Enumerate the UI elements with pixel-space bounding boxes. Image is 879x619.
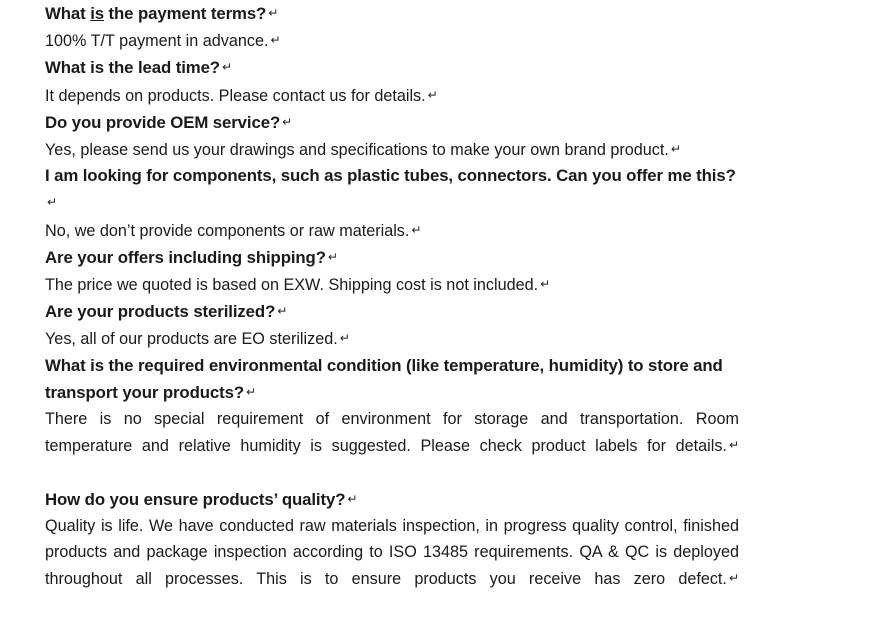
- paragraph-mark-icon: ↵: [427, 87, 438, 102]
- faq-question: [45, 353, 739, 406]
- qa-block: [45, 298, 739, 352]
- qa-block: [45, 486, 739, 619]
- paragraph-mark-icon: ↵: [277, 304, 288, 319]
- faq-question: [45, 163, 739, 216]
- document-body: [45, 0, 739, 619]
- faq-answer-text: There is no special requirement of environment for storage and transportation. Room temperature and relative humidity is suggested. Please check product labels for details.: [45, 410, 739, 456]
- faq-answer: [45, 217, 739, 244]
- faq-answer-text: It depends on products. Please contact us for details.: [45, 86, 426, 105]
- paragraph-mark-icon: ↵: [728, 571, 739, 586]
- paragraph-mark-icon: ↵: [411, 222, 422, 237]
- paragraph-mark-icon: ↵: [270, 33, 281, 48]
- faq-answer-text: Yes, please send us your drawings and specifications to make your own brand product.: [45, 141, 669, 160]
- paragraph-mark-icon: ↵: [540, 277, 551, 292]
- faq-answer: [45, 325, 739, 352]
- faq-answer: [45, 271, 739, 298]
- paragraph-mark-icon: ↵: [670, 142, 681, 157]
- faq-answer-text: Yes, all of our products are EO sterilized.: [45, 330, 338, 349]
- faq-answer: [45, 136, 739, 163]
- paragraph-mark-icon: ↵: [728, 438, 739, 453]
- qa-block: [45, 244, 739, 298]
- faq-answer: [45, 513, 739, 619]
- faq-question: [45, 54, 739, 81]
- faq-answer-text: Quality is life. We have conducted raw materials inspection, in progress quality control, finished products and package inspection according to ISO 13485 requirements. QA & QC is deployed throughout all processes. This is to ensure products you receive has zero defect.: [45, 516, 739, 589]
- faq-question-text: What is the lead time?: [45, 58, 220, 78]
- faq-question-text: What is the required environmental condition (like temperature, humidity) to store and transport your products?: [45, 355, 723, 402]
- faq-question: [45, 244, 739, 271]
- qa-block: [45, 353, 739, 486]
- faq-question-underlined-word: is: [90, 4, 104, 23]
- paragraph-mark-icon: ↵: [327, 249, 338, 264]
- faq-answer: [45, 82, 739, 109]
- qa-block: [45, 54, 739, 108]
- faq-question-text: I am looking for components, such as plastic tubes, connectors. Can you offer me this?: [45, 166, 736, 186]
- paragraph-mark-icon: ↵: [47, 195, 58, 210]
- faq-answer-text: No, we don’t provide components or raw materials.: [45, 221, 410, 240]
- qa-block: [45, 109, 739, 163]
- faq-question: [45, 298, 739, 325]
- faq-answer: [45, 27, 739, 54]
- paragraph-mark-icon: ↵: [282, 114, 293, 129]
- paragraph-mark-icon: ↵: [221, 60, 233, 75]
- faq-question-text: Do you provide OEM service?: [45, 112, 281, 132]
- faq-question-part-2: the payment terms?: [103, 4, 267, 23]
- faq-question-text: How do you ensure products’ quality?: [45, 489, 346, 509]
- faq-question: [45, 486, 739, 513]
- paragraph-mark-icon: ↵: [347, 491, 358, 506]
- faq-answer: [45, 406, 739, 486]
- paragraph-mark-icon: ↵: [339, 331, 350, 346]
- faq-question: [45, 109, 739, 136]
- qa-block: [45, 0, 739, 54]
- faq-question-text: Are your offers including shipping?: [45, 247, 326, 267]
- faq-question-part-1: What: [45, 4, 91, 23]
- faq-question: [45, 0, 739, 27]
- paragraph-mark-icon: ↵: [268, 6, 279, 20]
- faq-question-text: Are your products sterilized?: [45, 302, 276, 322]
- paragraph-mark-icon: ↵: [245, 384, 257, 399]
- faq-answer-text: 100% T/T payment in advance.: [45, 32, 269, 51]
- faq-answer-text: The price we quoted is based on EXW. Shipping cost is not included.: [45, 276, 539, 295]
- qa-block: [45, 163, 739, 244]
